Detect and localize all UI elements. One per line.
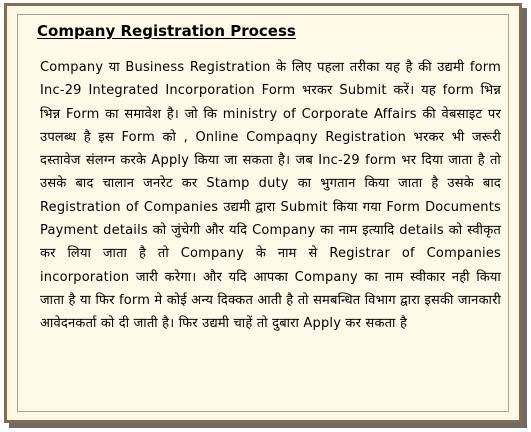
body-paragraph: Company या Business Registration के लिए पहला तरीका यह है की उद्यमी form Inc-29 Integrated Incorporation Form भरकर Submit करें। यह form भिन्न भिन्न Form का समावेश है। जो कि ministry of Corporate Affairs की वेबसाइट पर उपलब्ध है इस Form को , Online Compaqny Registration भरकर भी जरूरी दस्तावेज संलग्न करके Apply किया जा सकता है। जब Inc-29 form भर दिया जाता है तो उसके बाद चालान जनरेट कर Stamp duty का भुगतान किया जाता है उसके बाद Registration of Companies उद्यमी द्वारा Submit किया गया Form Documents Payment details को जुंचेगी और यदि Company का नाम इत्यादि details को स्वीकृत कर लिया जाता है तो Company के नाम से Registrar of Companies incorporation जारी करेगा। और यदि आपका Company का नाम स्वीकार नही किया जाता है या फिर form मे कोई अन्य दिक्कत आती है तो समबन्धित विभाग द्वारा इसकी जानकारी आवेदनकर्ता को दी जाती है। फिर उद्यमी चाहें तो दुबारा Apply कर सकता है [40, 60, 501, 332]
document-frame [4, 3, 522, 423]
document-title: Company Registration Process [37, 22, 296, 40]
